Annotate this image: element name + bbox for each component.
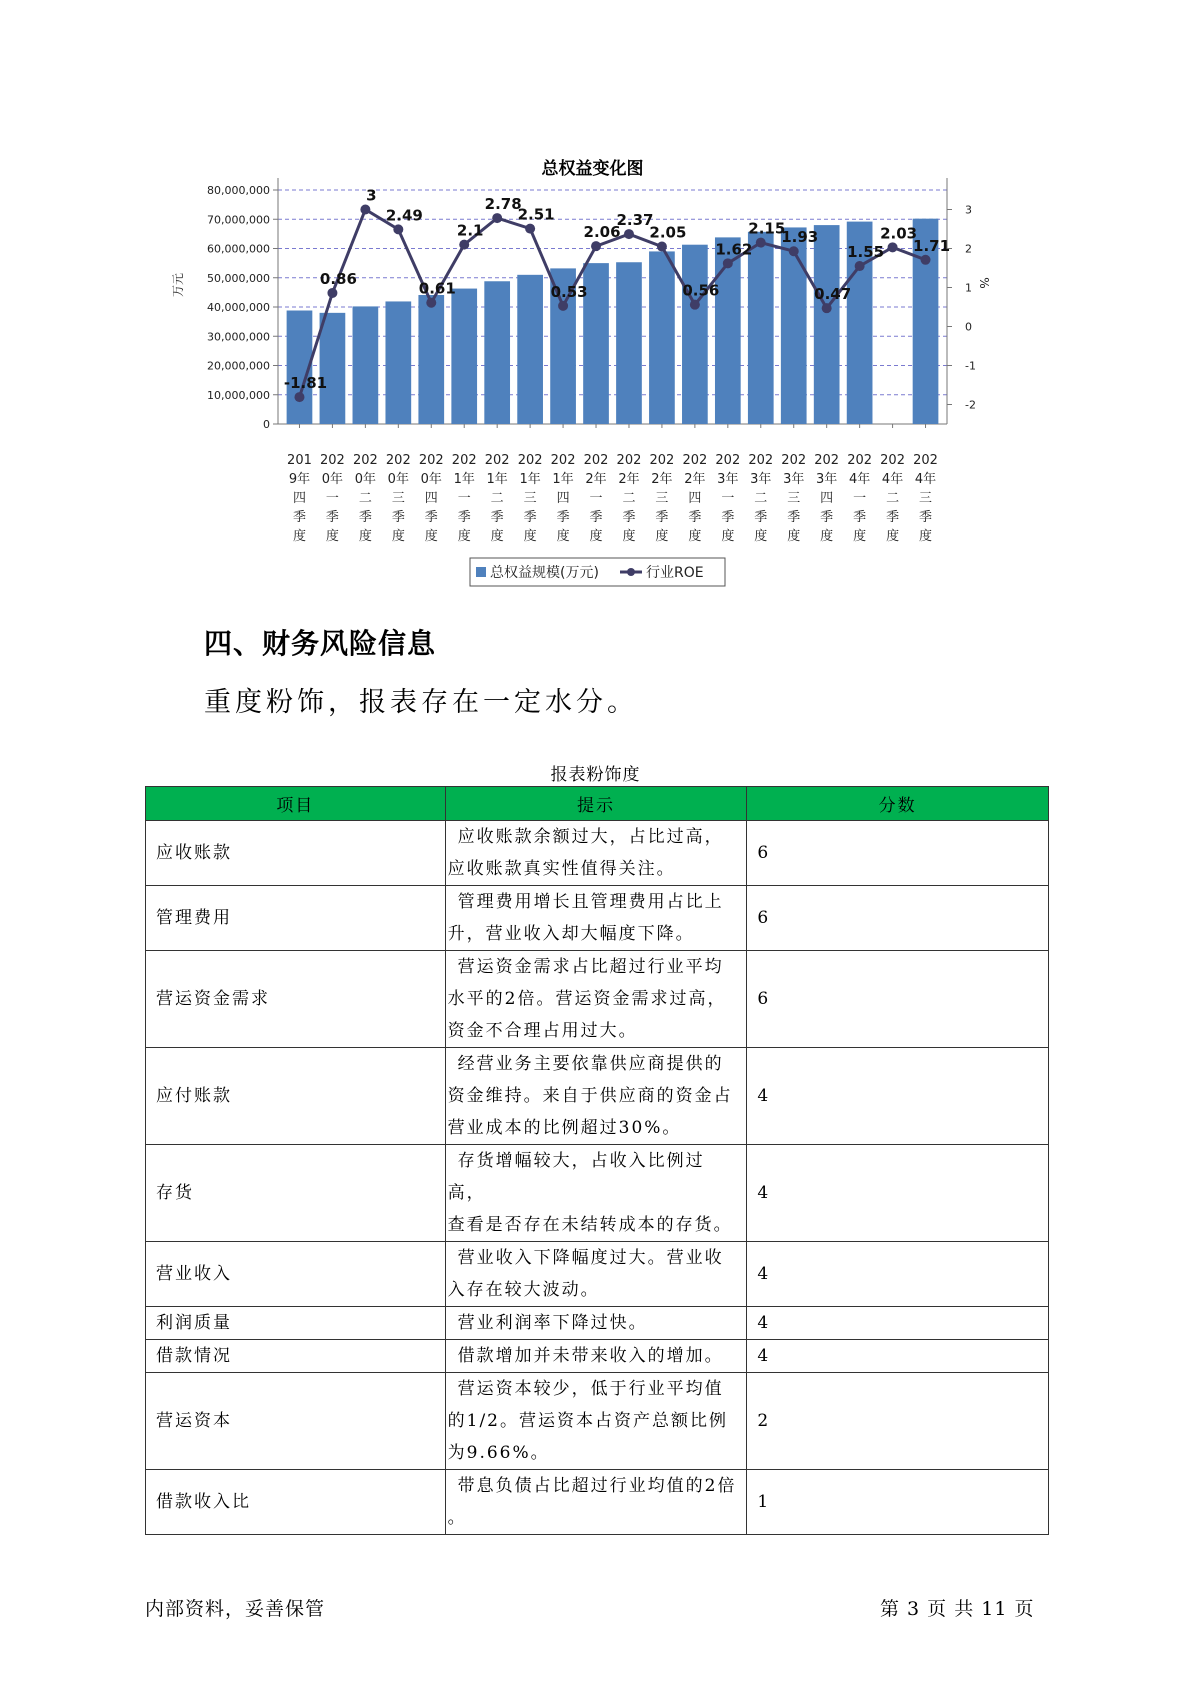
x-tick-label: 3年 bbox=[750, 472, 772, 487]
row-item: 存货 bbox=[146, 1145, 446, 1242]
row-hint-line: 借款增加并未带来收入的增加。 bbox=[457, 1346, 724, 1366]
row-hint bbox=[445, 886, 747, 951]
bar-total-equity bbox=[517, 275, 543, 424]
x-tick-label: 一 bbox=[721, 491, 735, 506]
row-score: 6 bbox=[747, 886, 1049, 951]
x-tick-label: 一 bbox=[325, 491, 339, 506]
row-hint bbox=[445, 1145, 747, 1242]
y-tick-label: 10,000,000 bbox=[207, 388, 270, 402]
row-hint bbox=[445, 1373, 747, 1470]
roe-point bbox=[426, 298, 436, 308]
table-row bbox=[146, 1340, 1049, 1373]
x-tick-label: 202 bbox=[649, 453, 675, 468]
x-tick-label: 季 bbox=[292, 510, 306, 525]
x-tick-label: 季 bbox=[853, 510, 867, 525]
x-tick-label: 二 bbox=[754, 491, 768, 506]
roe-data-label: 2.78 bbox=[484, 195, 522, 214]
x-tick-label: 季 bbox=[589, 510, 603, 525]
x-tick-label: 季 bbox=[655, 510, 669, 525]
roe-point bbox=[888, 242, 898, 252]
row-hint-line: 资金不合理占用过大。 bbox=[447, 1021, 638, 1041]
legend-line-label: 行业ROE bbox=[646, 565, 704, 581]
row-hint-line: 经营业务主要依靠供应商提供的 bbox=[457, 1054, 724, 1074]
x-tick-label: 四 bbox=[688, 491, 702, 506]
bar-total-equity bbox=[781, 227, 807, 424]
x-tick-label: 度 bbox=[457, 529, 471, 544]
x-tick-label: 4年 bbox=[848, 472, 871, 487]
row-score: 2 bbox=[747, 1373, 1049, 1470]
roe-data-label: 2.06 bbox=[583, 223, 621, 242]
bar-total-equity bbox=[418, 295, 444, 424]
table-row bbox=[146, 886, 1049, 951]
row-hint-line: 营运资金需求占比超过行业平均 bbox=[457, 957, 724, 977]
x-tick-label: 度 bbox=[424, 529, 438, 544]
row-hint bbox=[445, 1470, 747, 1535]
roe-data-label: 1.62 bbox=[715, 240, 753, 259]
y2-tick-label: 2 bbox=[965, 242, 972, 256]
column-header-item: 项目 bbox=[146, 787, 446, 821]
x-tick-label: 四 bbox=[424, 491, 438, 506]
section-summary: 重度粉饰，报表存在一定水分。 bbox=[204, 687, 638, 718]
row-hint-line: 存货增幅较大，占收入比例过高， bbox=[447, 1151, 705, 1203]
table-row bbox=[146, 1373, 1049, 1470]
bar-total-equity bbox=[616, 262, 642, 424]
x-tick-label: 度 bbox=[358, 529, 372, 544]
bar-total-equity bbox=[484, 281, 510, 424]
roe-point bbox=[624, 229, 634, 239]
column-header-hint: 提示 bbox=[445, 787, 747, 821]
row-item: 营运资本 bbox=[146, 1373, 446, 1470]
x-tick-label: 季 bbox=[490, 510, 504, 525]
x-tick-label: 三 bbox=[919, 491, 933, 506]
y-tick-label: 20,000,000 bbox=[207, 359, 270, 373]
row-hint-line: 管理费用增长且管理费用占比上 bbox=[457, 892, 724, 912]
x-tick-label: 季 bbox=[424, 510, 438, 525]
x-tick-label: 3年 bbox=[783, 472, 805, 487]
x-tick-label: 202 bbox=[748, 453, 774, 468]
roe-point bbox=[459, 240, 469, 250]
x-tick-label: 二 bbox=[358, 491, 372, 506]
x-tick-label: 四 bbox=[820, 491, 834, 506]
roe-point bbox=[327, 288, 337, 298]
roe-point bbox=[690, 300, 700, 310]
x-tick-label: 度 bbox=[292, 529, 306, 544]
row-item: 应收账款 bbox=[146, 821, 446, 886]
bar-total-equity bbox=[385, 301, 411, 424]
section-heading: 四、财务风险信息 bbox=[204, 627, 437, 660]
row-hint-line: 应收账款余额过大，占比过高， bbox=[457, 827, 724, 847]
x-tick-label: 度 bbox=[820, 529, 834, 544]
row-hint-line: 。 bbox=[447, 1508, 467, 1528]
row-item: 应付账款 bbox=[146, 1048, 446, 1145]
x-tick-label: 202 bbox=[583, 453, 609, 468]
x-tick-label: 季 bbox=[688, 510, 702, 525]
roe-data-label: 0.56 bbox=[682, 281, 720, 300]
row-hint-line: 营业利润率下降过快。 bbox=[457, 1313, 648, 1333]
roe-point bbox=[492, 213, 502, 223]
x-tick-label: 0年 bbox=[387, 472, 409, 487]
roe-point bbox=[558, 301, 568, 311]
roe-data-label: -1.81 bbox=[283, 374, 328, 393]
footer-confidential-note: 内部资料，妥善保管 bbox=[145, 1598, 326, 1620]
x-tick-label: 四 bbox=[556, 491, 570, 506]
x-tick-label: 度 bbox=[721, 529, 735, 544]
roe-data-label: 1.55 bbox=[847, 243, 885, 262]
x-tick-label: 202 bbox=[847, 453, 873, 468]
roe-data-label: 2.05 bbox=[649, 223, 687, 242]
row-score: 4 bbox=[747, 1340, 1049, 1373]
roe-point bbox=[657, 242, 667, 252]
y-tick-label: 50,000,000 bbox=[207, 271, 270, 285]
roe-point bbox=[789, 246, 799, 256]
x-tick-label: 二 bbox=[622, 491, 636, 506]
x-tick-label: 三 bbox=[523, 491, 537, 506]
footer-page-number: 第 3 页 共 11 页 bbox=[880, 1598, 1035, 1620]
row-score: 4 bbox=[747, 1145, 1049, 1242]
x-tick-label: 2年 bbox=[585, 472, 607, 487]
y-tick-label: 60,000,000 bbox=[207, 242, 270, 256]
row-score: 6 bbox=[747, 821, 1049, 886]
roe-data-label: 1.71 bbox=[913, 236, 951, 255]
table-row bbox=[146, 1145, 1049, 1242]
x-tick-label: 度 bbox=[787, 529, 801, 544]
row-score: 1 bbox=[747, 1470, 1049, 1535]
x-tick-label: 度 bbox=[754, 529, 768, 544]
roe-point bbox=[525, 224, 535, 234]
roe-data-label: 0.53 bbox=[550, 282, 588, 301]
x-tick-label: 2年 bbox=[618, 472, 640, 487]
x-tick-label: 202 bbox=[352, 453, 378, 468]
roe-point bbox=[855, 261, 865, 271]
x-tick-label: 季 bbox=[919, 510, 933, 525]
x-tick-label: 季 bbox=[556, 510, 570, 525]
x-tick-label: 季 bbox=[820, 510, 834, 525]
x-tick-label: 1年 bbox=[453, 472, 475, 487]
x-tick-label: 1年 bbox=[486, 472, 508, 487]
y-axis-title: 万元 bbox=[171, 272, 185, 298]
x-tick-label: 202 bbox=[451, 453, 477, 468]
bar-total-equity bbox=[682, 245, 708, 424]
legend-line-marker bbox=[627, 568, 635, 576]
x-tick-label: 2年 bbox=[651, 472, 673, 487]
roe-data-label: 2.51 bbox=[517, 205, 555, 224]
x-tick-label: 度 bbox=[655, 529, 669, 544]
table-row bbox=[146, 1048, 1049, 1145]
y2-tick-label: 0 bbox=[965, 320, 972, 334]
x-tick-label: 202 bbox=[715, 453, 741, 468]
row-hint-line: 营业成本的比例超过30%。 bbox=[447, 1118, 682, 1138]
x-tick-label: 度 bbox=[622, 529, 636, 544]
x-tick-label: 度 bbox=[556, 529, 570, 544]
row-hint bbox=[445, 1048, 747, 1145]
x-tick-label: 9年 bbox=[288, 472, 311, 487]
y-tick-label: 40,000,000 bbox=[207, 301, 270, 314]
x-tick-label: 季 bbox=[523, 510, 537, 525]
roe-point bbox=[360, 205, 370, 215]
column-header-score: 分数 bbox=[747, 787, 1049, 821]
x-tick-label: 201 bbox=[287, 453, 312, 468]
roe-point bbox=[756, 238, 766, 248]
chart-title: 总权益变化图 bbox=[541, 159, 644, 179]
y-tick-label: 70,000,000 bbox=[207, 213, 270, 227]
row-item: 管理费用 bbox=[146, 886, 446, 951]
x-tick-label: 度 bbox=[886, 529, 900, 544]
y2-tick-label: -1 bbox=[965, 359, 976, 373]
x-tick-label: 三 bbox=[787, 491, 801, 506]
y-tick-label: 0 bbox=[263, 418, 270, 431]
x-tick-label: 202 bbox=[385, 453, 411, 468]
x-tick-label: 202 bbox=[616, 453, 642, 468]
x-tick-label: 一 bbox=[457, 491, 471, 506]
x-tick-label: 度 bbox=[688, 529, 702, 544]
chart-svg bbox=[170, 140, 1020, 600]
roe-data-label: 3 bbox=[366, 186, 377, 205]
table-caption: 报表粉饰度 bbox=[550, 765, 641, 785]
x-tick-label: 202 bbox=[550, 453, 576, 468]
x-tick-label: 4年 bbox=[881, 472, 904, 487]
bar-total-equity bbox=[353, 306, 379, 424]
roe-data-label: 2.37 bbox=[616, 211, 654, 230]
x-tick-label: 季 bbox=[721, 510, 735, 525]
row-item: 营业收入 bbox=[146, 1242, 446, 1307]
roe-data-label: 0.61 bbox=[418, 279, 456, 298]
row-hint-line: 入存在较大波动。 bbox=[447, 1280, 600, 1300]
row-hint bbox=[445, 821, 747, 886]
y-tick-label: 30,000,000 bbox=[207, 330, 270, 344]
roe-data-label: 2.49 bbox=[385, 206, 423, 225]
row-item: 利润质量 bbox=[146, 1307, 446, 1340]
y2-tick-label: -2 bbox=[965, 398, 976, 412]
x-tick-label: 202 bbox=[320, 453, 345, 468]
roe-point bbox=[921, 255, 931, 265]
x-tick-label: 202 bbox=[781, 453, 807, 468]
x-tick-label: 季 bbox=[622, 510, 636, 525]
row-hint-line: 查看是否存在未结转成本的存货。 bbox=[447, 1215, 733, 1235]
roe-data-label: 0.47 bbox=[814, 285, 852, 304]
x-tick-label: 202 bbox=[913, 453, 938, 468]
row-item: 借款收入比 bbox=[146, 1470, 446, 1535]
row-hint-line: 为9.66%。 bbox=[447, 1443, 550, 1463]
x-tick-label: 202 bbox=[682, 453, 708, 468]
x-tick-label: 三 bbox=[655, 491, 669, 506]
row-hint-line: 营运资本较少，低于行业平均值 bbox=[457, 1379, 724, 1399]
x-tick-label: 0年 bbox=[321, 472, 344, 487]
x-tick-label: 度 bbox=[391, 529, 405, 544]
legend-bar-swatch bbox=[476, 567, 486, 577]
x-tick-label: 度 bbox=[523, 529, 537, 544]
x-tick-label: 季 bbox=[787, 510, 801, 525]
x-tick-label: 2年 bbox=[684, 472, 706, 487]
row-hint-line: 带息负债占比超过行业均值的2倍 bbox=[457, 1476, 737, 1496]
row-hint bbox=[445, 951, 747, 1048]
x-tick-label: 季 bbox=[325, 510, 339, 525]
x-tick-label: 四 bbox=[292, 491, 306, 506]
x-tick-label: 季 bbox=[754, 510, 768, 525]
y2-axis-title: % bbox=[977, 277, 991, 289]
bar-total-equity bbox=[320, 313, 346, 424]
x-tick-label: 202 bbox=[880, 453, 905, 468]
roe-data-label: 2.03 bbox=[880, 224, 918, 243]
roe-point bbox=[723, 258, 733, 268]
legend-bar-label: 总权益规模(万元) bbox=[490, 565, 599, 581]
x-tick-label: 1年 bbox=[519, 472, 541, 487]
x-tick-label: 度 bbox=[589, 529, 603, 544]
y2-tick-label: 1 bbox=[965, 281, 972, 295]
row-hint-line: 应收账款真实性值得关注。 bbox=[447, 859, 676, 879]
x-tick-label: 度 bbox=[325, 529, 339, 544]
x-tick-label: 1年 bbox=[552, 472, 574, 487]
x-tick-label: 3年 bbox=[717, 472, 739, 487]
x-tick-label: 度 bbox=[853, 529, 867, 544]
row-item: 营运资金需求 bbox=[146, 951, 446, 1048]
table-row bbox=[146, 1242, 1049, 1307]
roe-point bbox=[393, 224, 403, 234]
bar-total-equity bbox=[748, 232, 774, 424]
x-tick-label: 202 bbox=[814, 453, 840, 468]
bar-total-equity bbox=[451, 289, 477, 424]
x-tick-label: 3年 bbox=[816, 472, 838, 487]
roe-data-label: 1.93 bbox=[781, 228, 819, 247]
x-tick-label: 二 bbox=[490, 491, 504, 506]
row-score: 6 bbox=[747, 951, 1049, 1048]
roe-point bbox=[591, 241, 601, 251]
x-tick-label: 季 bbox=[457, 510, 471, 525]
roe-point bbox=[294, 392, 304, 402]
x-tick-label: 202 bbox=[517, 453, 543, 468]
x-tick-label: 202 bbox=[484, 453, 510, 468]
row-hint bbox=[445, 1340, 747, 1373]
equity-change-chart bbox=[170, 140, 1020, 600]
x-tick-label: 季 bbox=[391, 510, 405, 525]
x-tick-label: 度 bbox=[490, 529, 504, 544]
y2-tick-label: 3 bbox=[965, 203, 972, 217]
x-tick-label: 季 bbox=[886, 510, 900, 525]
row-hint-line: 营业收入下降幅度过大。营业收 bbox=[457, 1248, 724, 1268]
y-tick-label: 80,000,000 bbox=[207, 184, 270, 197]
row-hint-line: 资金维持。来自于供应商的资金占 bbox=[447, 1086, 733, 1106]
row-hint-line: 水平的2倍。营运资金需求过高， bbox=[447, 989, 727, 1009]
x-tick-label: 一 bbox=[589, 491, 603, 506]
x-tick-label: 二 bbox=[886, 491, 900, 506]
table-row bbox=[146, 821, 1049, 886]
row-hint-line: 升，营业收入却大幅度下降。 bbox=[447, 924, 695, 944]
bar-total-equity bbox=[649, 251, 675, 424]
risk-table bbox=[145, 786, 1049, 1535]
row-hint-line: 的1/2。营运资本占资产总额比例 bbox=[447, 1411, 728, 1431]
x-tick-label: 0年 bbox=[354, 472, 377, 487]
x-tick-label: 202 bbox=[418, 453, 444, 468]
table-row bbox=[146, 1470, 1049, 1535]
x-tick-label: 三 bbox=[391, 491, 405, 506]
row-score: 4 bbox=[747, 1242, 1049, 1307]
roe-data-label: 2.15 bbox=[748, 219, 786, 238]
roe-point bbox=[822, 303, 832, 313]
row-score: 4 bbox=[747, 1307, 1049, 1340]
x-tick-label: 0年 bbox=[420, 472, 442, 487]
bar-total-equity bbox=[814, 225, 840, 424]
table-row bbox=[146, 951, 1049, 1048]
x-tick-label: 季 bbox=[358, 510, 372, 525]
row-hint bbox=[445, 1242, 747, 1307]
row-score: 4 bbox=[747, 1048, 1049, 1145]
table-row bbox=[146, 1307, 1049, 1340]
x-tick-label: 4年 bbox=[914, 472, 937, 487]
table-header-row bbox=[146, 787, 1049, 821]
roe-data-label: 0.86 bbox=[319, 269, 357, 288]
row-item: 借款情况 bbox=[146, 1340, 446, 1373]
x-tick-label: 一 bbox=[853, 491, 867, 506]
roe-data-label: 2.1 bbox=[456, 221, 484, 240]
x-tick-label: 度 bbox=[919, 529, 933, 544]
row-hint bbox=[445, 1307, 747, 1340]
